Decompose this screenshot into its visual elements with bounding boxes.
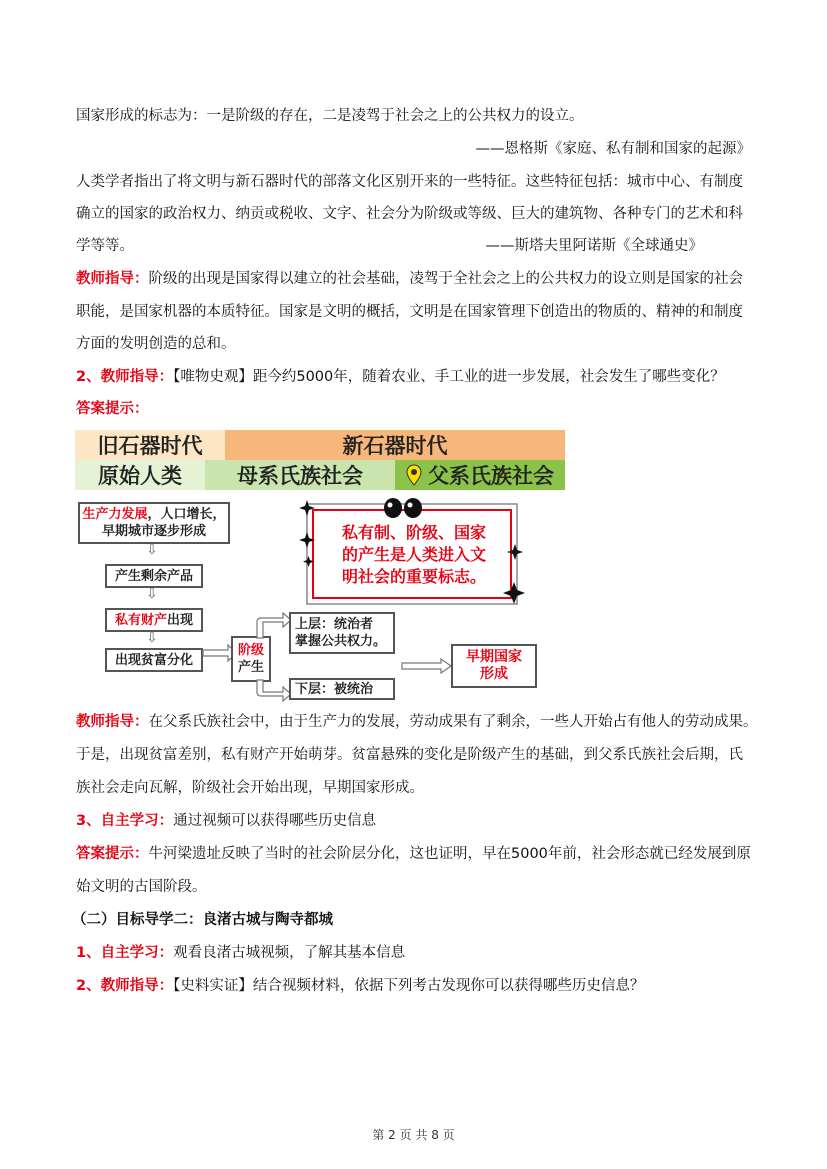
history-diagram [75, 430, 567, 702]
teacher-guide-text: 阶级的出现是国家得以建立的社会基础，凌驾于全社会之上的公共权力的设立则是国家的社会 [148, 271, 743, 287]
class-rest: 产生 [237, 660, 264, 675]
callout-line-2: 的产生是人类进入文 [341, 545, 486, 564]
early-state-line-2: 形成 [480, 666, 508, 682]
section-2-item-2-text: 【史料实证】结合视频材料，依据下列考古发现你可以获得哪些历史信息？ [173, 978, 645, 994]
arrow-down-icon: ⇩ [146, 586, 158, 602]
item-3-text: 通过视频可以获得哪些历史信息 [173, 813, 377, 829]
patriarchal-label: 父系氏族社会 [428, 463, 554, 488]
answer-2-line-2: 始文明的古国阶段。 [76, 879, 207, 895]
flow-step-productivity [78, 502, 230, 544]
teacher-guide-label: 教师指导： [76, 271, 149, 287]
early-state-box [451, 644, 537, 688]
quote-engels-text: 国家形成的标志为：一是阶级的存在，二是凌驾于社会之上的公共权力的设立。 [76, 108, 584, 124]
teacher-guide-2-line-2: 于是，出现贫富差别，私有财产开始萌芽。贫富悬殊的变化是阶级产生的基础，到父系氏族社会后期，氏 [76, 747, 743, 763]
teacher-guide-2-label: 教师指导： [76, 714, 149, 730]
teacher-guide-2-text: 在父系氏族社会中，由于生产力的发展，劳动成果有了剩余，一些人开始占有他人的劳动成果。 [148, 714, 758, 730]
arrow-right-icon [401, 658, 453, 674]
teacher-guide-1-line-3: 方面的发明创造的总和。 [76, 336, 236, 352]
quote-stavrianos-line-1: 人类学者指出了将文明与新石器时代的部落文化区别开来的一些特征。这些特征包括：城市中心、有制度 [76, 174, 743, 190]
quote-engels-source: ——恩格斯《家庭、私有制和国家的起源》 [475, 141, 751, 157]
section-2-item-2 [76, 976, 756, 996]
class-highlight: 阶级 [237, 643, 264, 658]
section-2-item-1-label: 1、自主学习： [76, 945, 174, 961]
callout-text [319, 522, 509, 588]
upper-class-line-2: 掌握公共权力。 [295, 634, 387, 649]
item-2-text: 【唯物史观】距今约5000年，随着农业、手工业的进一步发展，社会发生了哪些变化？ [173, 369, 725, 385]
section-2-item-1-text: 观看良渚古城视频，了解其基本信息 [173, 945, 406, 961]
arrow-down-icon: ⇩ [146, 630, 158, 646]
section-2-title: （二）目标导学二：良渚古城与陶寺都城 [72, 912, 333, 928]
section-2-item-1 [76, 943, 756, 963]
flow-step-surplus: 产生剩余产品 [105, 564, 203, 588]
people-bar: 原始人类 [75, 460, 205, 490]
productivity-highlight: 生产力发展 [82, 507, 148, 522]
item-2-label: 2、教师指导： [76, 369, 174, 385]
productivity-rest: ，人口增长， [147, 507, 226, 522]
item-2-teacher-guide [76, 367, 756, 387]
map-pin-icon [406, 464, 422, 486]
teacher-guide-1-line-1 [76, 269, 756, 289]
answer-2-text: 牛河梁遗址反映了当时的社会阶层分化，这也证明，早在5000年前，社会形态就已经发展到原 [148, 846, 751, 862]
item-3-label: 3、自主学习： [76, 813, 174, 829]
quote-stavrianos-line-3: 学等等。 [76, 238, 134, 254]
teacher-guide-2-line-1 [76, 712, 756, 732]
early-state-line-1: 早期国家 [466, 649, 522, 665]
callout-line-1: 私有制、阶级、国家 [341, 523, 486, 542]
productivity-line-2: 早期城市逐步形成 [101, 524, 206, 539]
teacher-guide-1-line-2: 职能，是国家机器的本质特征。国家是文明的概括，文明是在国家管理下创造出的物质的、精神的和制度 [76, 304, 743, 320]
page-footer: 第 2 页 共 8 页 [372, 1128, 455, 1142]
flow-step-wealth-gap: 出现贫富分化 [105, 648, 203, 672]
era-new-bar: 新石器时代 [225, 430, 565, 460]
quote-stavrianos-source: ——斯塔夫里阿诺斯《全球通史》 [485, 238, 703, 254]
answer-hint-label: 答案提示： [76, 401, 149, 417]
teacher-guide-2-line-3: 族社会走向瓦解，阶级社会开始出现，早期国家形成。 [76, 780, 424, 796]
patriarchal-bar [395, 460, 565, 490]
flow-step-private-property [105, 608, 203, 632]
callout-line-3: 明社会的重要标志。 [341, 567, 486, 586]
upper-class-line-1: 上层：统治者 [295, 617, 374, 632]
lower-class-box: 下层：被统治 [289, 678, 395, 700]
private-property-rest: 出现 [167, 612, 194, 628]
upper-class-box [289, 612, 395, 654]
arrow-down-icon: ⇩ [146, 542, 158, 558]
section-2-item-2-label: 2、教师指导： [76, 978, 174, 994]
item-3-self-study [76, 811, 756, 831]
era-old-bar: 旧石器时代 [75, 430, 225, 460]
matriarchal-bar: 母系氏族社会 [205, 460, 395, 490]
answer-2-line-1 [76, 844, 756, 864]
quote-stavrianos-line-2: 确立的国家的政治权力、纳贡或税收、文字、社会分为阶级或等级、巨大的建筑物、各种专门的艺术和科 [76, 206, 743, 222]
answer-2-label: 答案提示： [76, 846, 149, 862]
private-property-highlight: 私有财产 [114, 612, 167, 628]
